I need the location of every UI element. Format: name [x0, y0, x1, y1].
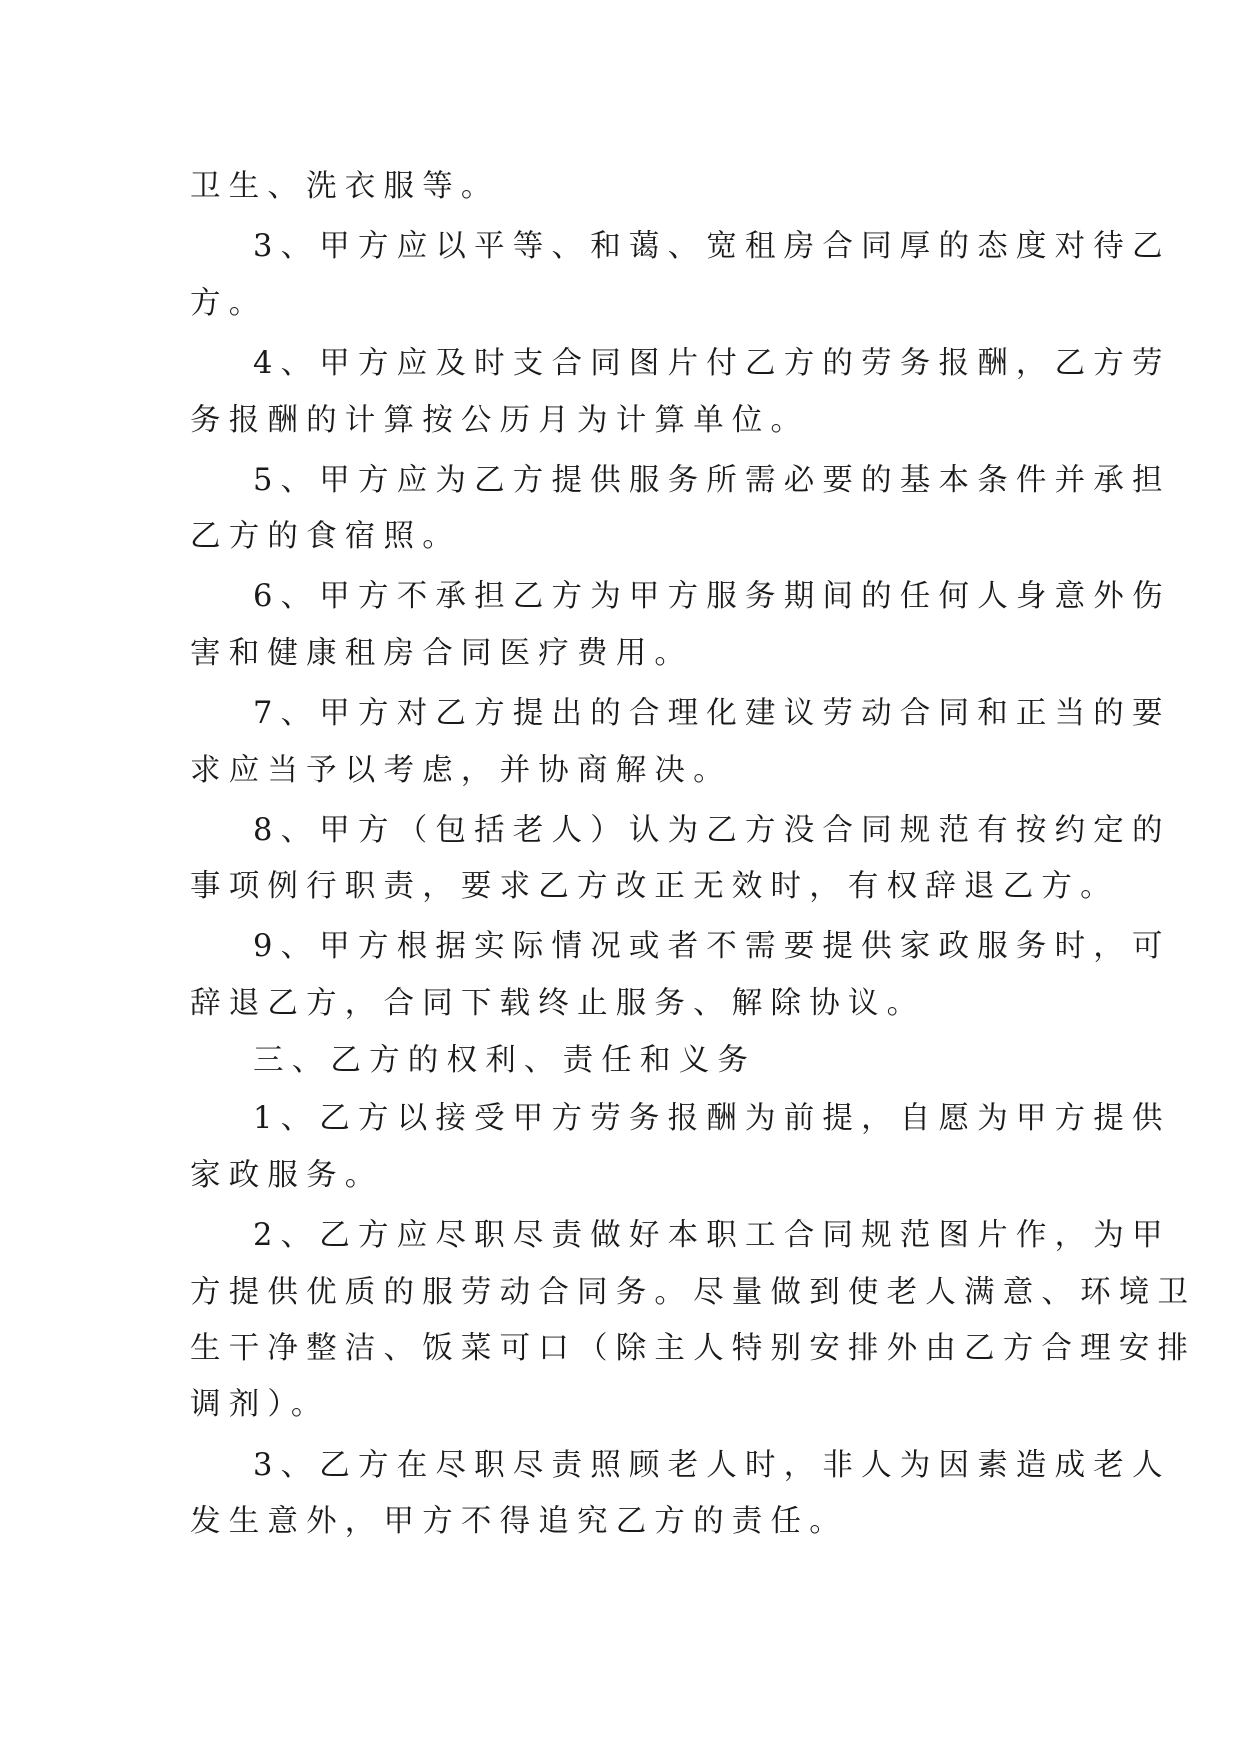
text-line: 7、甲方对乙方提出的合理化建议劳动合同和正当的要 [253, 696, 1171, 731]
text-line: 事项例行职责，要求乙方改正无效时，有权辞退乙方。 [190, 869, 1119, 904]
text-line: 害和健康租房合同医疗费用。 [190, 636, 694, 671]
text-line: 卫生、洗衣服等。 [190, 169, 500, 204]
text-line: 方。 [190, 286, 268, 321]
text-line: 乙方的食宿照。 [190, 519, 461, 554]
text-line: 发生意外，甲方不得追究乙方的责任。 [190, 1504, 848, 1539]
text-line: 调剂）。 [190, 1387, 330, 1422]
section-heading: 三、乙方的权利、责任和义务 [253, 1043, 757, 1078]
text-line: 2、乙方应尽职尽责做好本职工合同规范图片作，为甲 [253, 1218, 1171, 1253]
text-line: 6、甲方不承担乙方为甲方服务期间的任何人身意外伤 [253, 579, 1171, 614]
text-line: 务报酬的计算按公历月为计算单位。 [190, 403, 810, 438]
text-line: 生干净整洁、饭菜可口（除主人特别安排外由乙方合理安排 [190, 1331, 1197, 1366]
text-line: 3、乙方在尽职尽责照顾老人时，非人为因素造成老人 [253, 1448, 1171, 1483]
text-line: 8、甲方（包括老人）认为乙方没合同规范有按约定的 [253, 813, 1171, 848]
text-line: 3、甲方应以平等、和蔼、宽租房合同厚的态度对待乙 [253, 229, 1171, 264]
text-line: 家政服务。 [190, 1158, 384, 1193]
text-line: 9、甲方根据实际情况或者不需要提供家政服务时，可 [253, 929, 1171, 964]
text-line: 1、乙方以接受甲方劳务报酬为前提，自愿为甲方提供 [253, 1101, 1171, 1136]
text-line: 5、甲方应为乙方提供服务所需必要的基本条件并承担 [253, 463, 1171, 498]
text-line: 辞退乙方，合同下载终止服务、解除协议。 [190, 986, 926, 1021]
text-line: 求应当予以考虑，并协商解决。 [190, 753, 732, 788]
text-line: 方提供优质的服劳动合同务。尽量做到使老人满意、环境卫 [190, 1275, 1197, 1310]
text-line: 4、甲方应及时支合同图片付乙方的劳务报酬，乙方劳 [253, 346, 1171, 381]
